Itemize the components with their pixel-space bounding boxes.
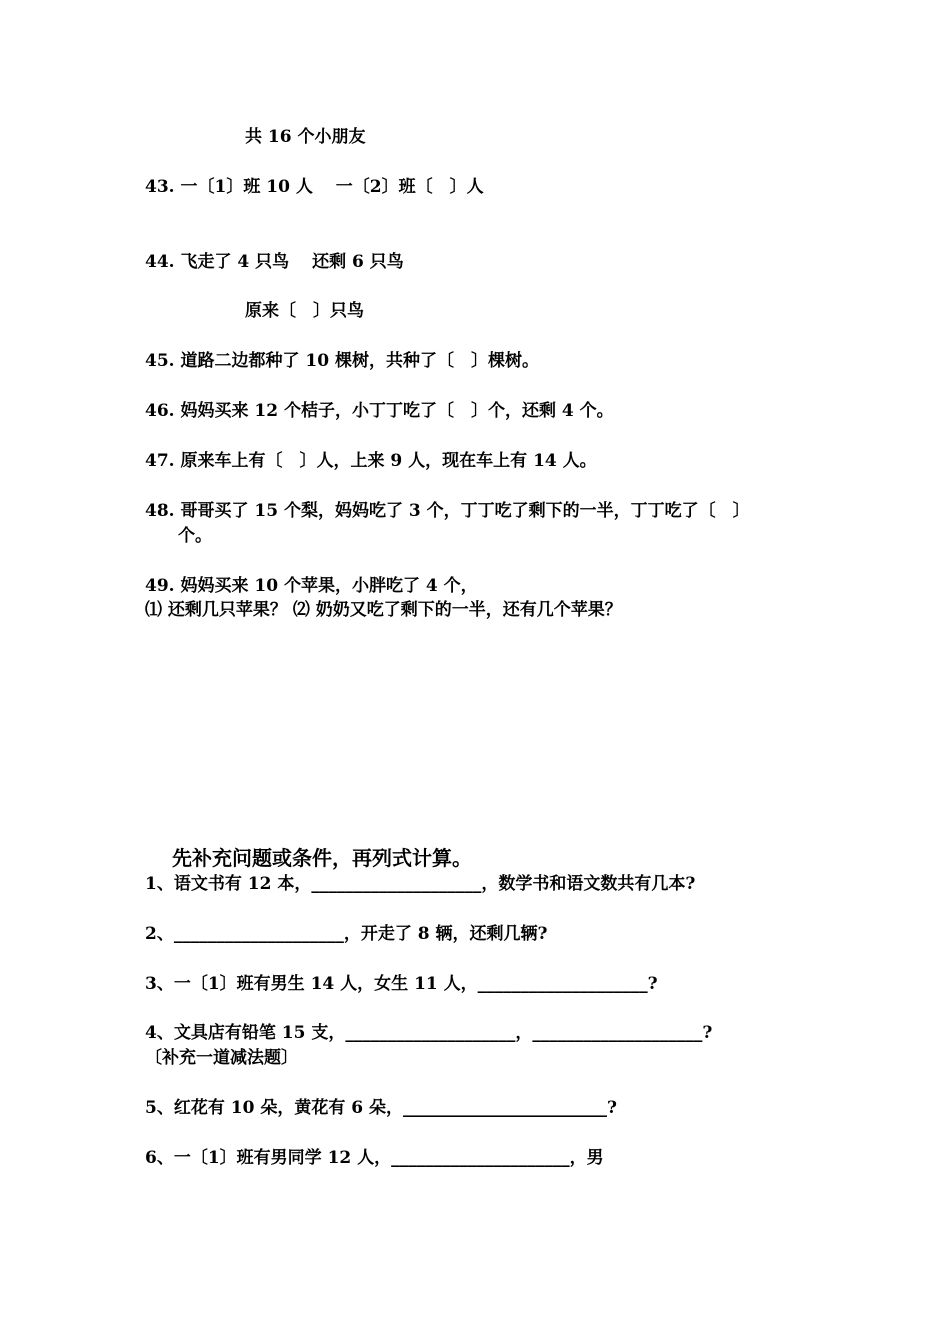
problem-49-line-1: 49. 妈妈买来 10 个苹果，小胖吃了 4 个， (145, 576, 478, 596)
problem-44-line-1: 44. 飞走了 4 只鸟 还剩 6 只鸟 (145, 252, 404, 272)
question-4-line-2: 〔补充一道减法题〕 (145, 1048, 298, 1068)
problem-44-line-2: 原来〔 〕只鸟 (245, 301, 364, 321)
problem-46: 46. 妈妈买来 12 个桔子，小丁丁吃了〔 〕个，还剩 4 个。 (145, 401, 614, 421)
question-1: 1、语文书有 12 本，____________________，数学书和语文数共有几本? (145, 874, 696, 894)
question-3: 3、一〔1〕班有男生 14 人，女生 11 人，____________________? (145, 974, 658, 994)
problem-43: 43. 一〔1〕班 10 人 一〔2〕班〔 〕人 (145, 177, 484, 197)
problem-49-line-2: ⑴ 还剩几只苹果？ ⑵ 奶奶又吃了剩下的一半，还有几个苹果？ (145, 600, 622, 620)
problem-48-line-2: 个。 (178, 526, 212, 546)
question-4-line-1: 4、文具店有铅笔 15 支，____________________，____________________? (145, 1023, 713, 1043)
problem-42-continuation: 共 16 个小朋友 (245, 127, 366, 147)
question-2: 2、____________________，开走了 8 辆，还剩几辆? (145, 924, 548, 944)
problem-45: 45. 道路二边都种了 10 棵树，共种了〔 〕棵树。 (145, 351, 539, 371)
section-heading: 先补充问题或条件，再列式计算。 (172, 846, 472, 870)
problem-48-line-1: 48. 哥哥买了 15 个梨，妈妈吃了 3 个，丁丁吃了剩下的一半，丁丁吃了〔 〕 (145, 501, 750, 521)
problem-47: 47. 原来车上有〔 〕人，上来 9 人，现在车上有 14 人。 (145, 451, 597, 471)
question-6: 6、一〔1〕班有男同学 12 人，_____________________，男 (145, 1148, 604, 1168)
question-5: 5、红花有 10 朵，黄花有 6 朵，________________________? (145, 1098, 617, 1118)
